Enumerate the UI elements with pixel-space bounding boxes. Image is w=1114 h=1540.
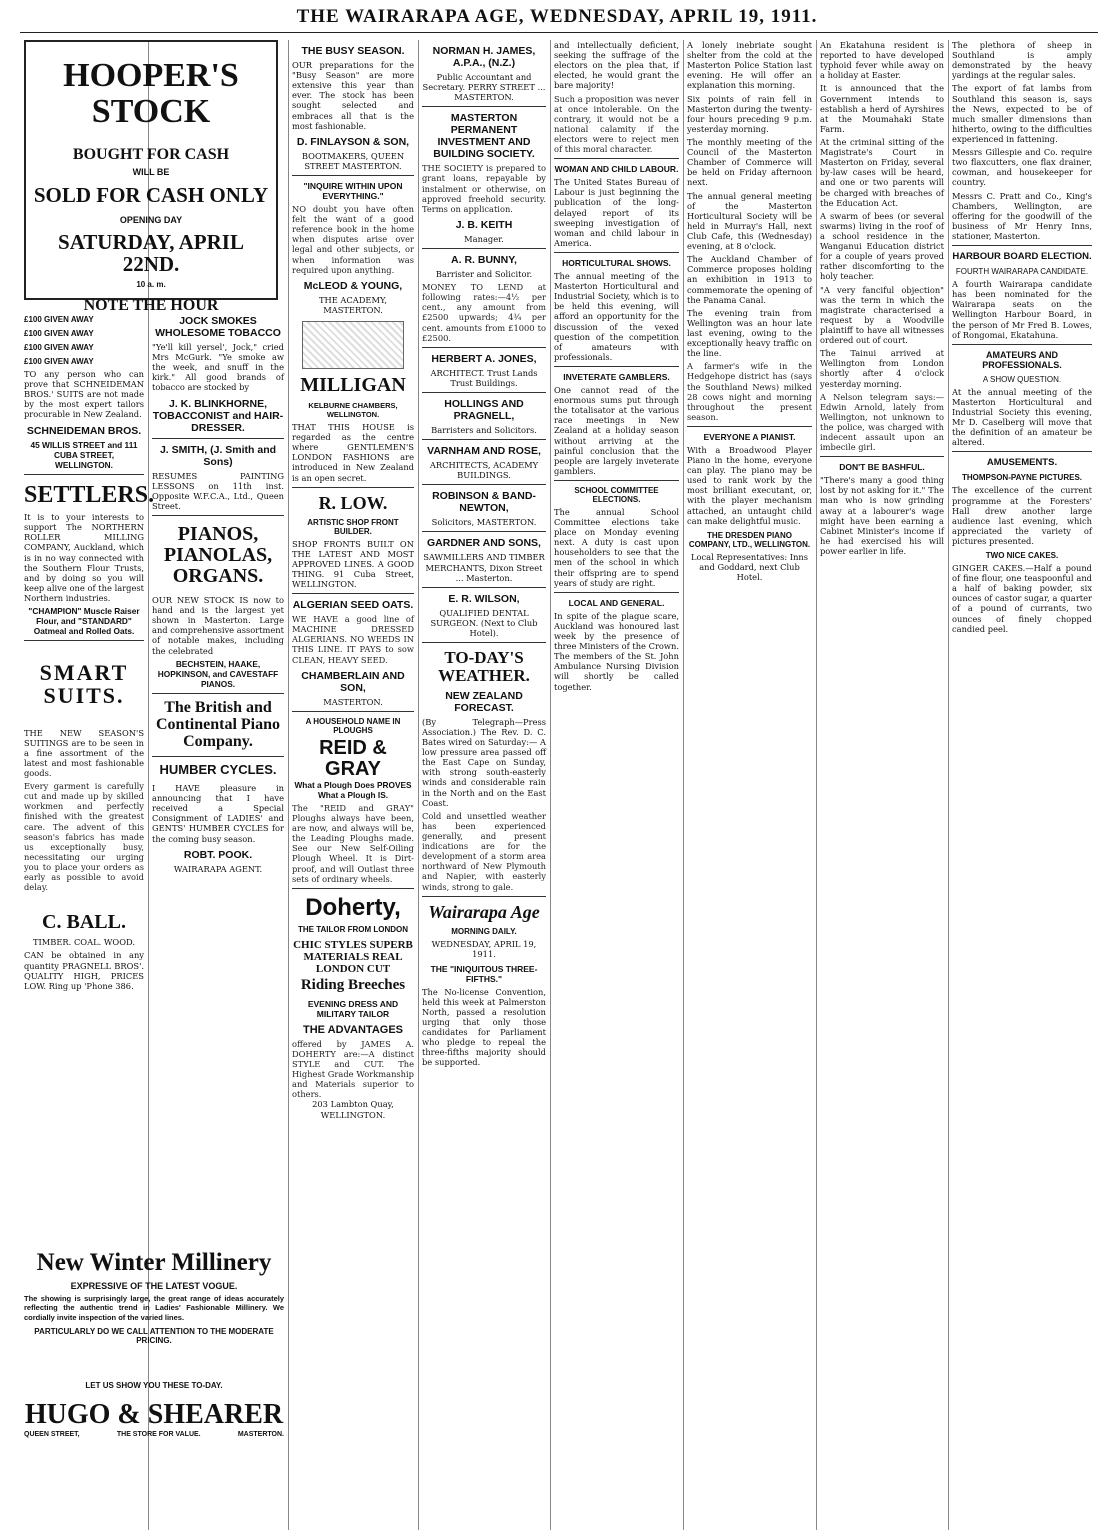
heading: A SHOW QUESTION. — [982, 374, 1062, 384]
column-rule — [948, 40, 949, 1530]
masthead: THE WAIRARAPA AGE, WEDNESDAY, APRIL 19, 1911. — [296, 6, 818, 27]
heading: GARDNER AND SONS, — [427, 537, 541, 550]
article-text: A fourth Wairarapa candidate has been nominated for the Wairarapa seats on the Wellington Harbour Board, in the person of Mr Fred B. Lowes, of Rongomai, Ekatahuna. — [952, 279, 1092, 340]
heading: £100 GIVEN AWAY — [24, 357, 94, 366]
filler-text: WE HAVE a good line of MACHINE DRESSED ALGERIANS. NO WEEDS IN THIS LINE. IT PAYS to sow CLEAN, HEAVY SEED. — [292, 614, 414, 665]
article-text: TIMBER. COAL. WOOD. — [32, 937, 136, 948]
article-text: QUALIFIED DENTAL SURGEON. (Next to Club Hotel). — [430, 607, 538, 638]
heading: LET US SHOW YOU THESE TO-DAY. — [85, 1380, 223, 1390]
heading: £100 GIVEN AWAY — [24, 343, 94, 352]
article-text: In spite of the plague scare, Auckland was honoured last week by the presence of three Ministers of the Crown. The members of the St. John Ambulance Nursing Division will shortly be called together. — [554, 610, 679, 692]
article-text: At the annual meeting of the Masterton Horticultural and Industrial Society this evening, Mr D. Caselberg will move that the definition of an amateur be altered. — [952, 386, 1092, 448]
millinery-title: New Winter Millinery — [36, 1249, 272, 1276]
smart-suits-title: SMART SUITS. — [39, 660, 129, 709]
pianos-title: PIANOS, PIANOLAS, ORGANS. — [163, 522, 273, 587]
milligan-title: MILLIGAN — [300, 373, 406, 396]
heading: THE TAILOR FROM LONDON — [297, 925, 409, 934]
column-1 — [24, 310, 155, 1240]
article-text: One cannot read of the enormous sums put through the totalisator at the various race meetings in New Zealand at a holiday season without arriving at the painful conclusion that the people are largely inveterate gamblers. — [554, 384, 679, 476]
heading: EXPRESSIVE OF THE LATEST VOGUE. — [70, 1281, 238, 1292]
heading: HERBERT A. JONES, — [431, 352, 537, 365]
filler-text: Cold and unsettled weather has been experienced generally, and present indications are for the development of a storm area northward of New Plymouth and Napier, with easterly winds, strong to gale. — [422, 810, 546, 892]
article-text: Barristers and Solicitors. — [431, 424, 537, 435]
column-3 — [292, 40, 414, 1530]
heading: E. R. WILSON, — [448, 592, 520, 605]
heading: HORTICULTURAL SHOWS. — [562, 257, 671, 268]
article-text: Public Accountant and Secretary. PERRY STREET ... MASTERTON. — [422, 72, 546, 103]
heading: NORMAN H. JAMES, A.P.A., (N.Z.) — [432, 45, 536, 69]
heading: £100 GIVEN AWAY — [24, 329, 94, 338]
article-text: The United States Bureau of Labour is just beginning the publication of the long-delayed report of its sweeping investigation of woman and child labour in America. — [554, 177, 679, 248]
article-text: SAWMILLERS AND TIMBER MERCHANTS, Dixon Street ... Masterton. — [423, 552, 545, 583]
article-text: The export of fat lambs from Southland this season is, says the News, expected to be of much smaller dimensions than hitherto, owing to the difficulties experienced in fattening. — [952, 83, 1092, 144]
column-4 — [422, 40, 546, 1530]
hugo-title: HUGO & SHEARER — [24, 1398, 284, 1430]
address: 45 WILLIS STREET and 111 CUBA STREET, WELLINGTON. — [30, 439, 138, 470]
heading: ARTISTIC SHOP FRONT BUILDER. — [307, 517, 399, 536]
article-text: Messrs C. Pratt and Co., King's Chambers, Wellington, are offering for the goodwill of the business of Mr Henry Inns, stationer, Masterton. — [952, 190, 1092, 241]
tagline: THE STORE FOR VALUE. — [116, 1431, 201, 1439]
hooper-line: OPENING DAY — [119, 214, 183, 225]
article-text: THAT THIS HOUSE is regarded as the centre where GENTLEMEN'S LONDON FASHIONS are introduced in New Zealand is an open secret. — [292, 421, 414, 483]
column-rule — [816, 40, 817, 1530]
article-text: CAN be obtained in any quantity PRAGNELL BROS'. QUALITY HIGH, PRICES LOW. Ring up 'Phone 386. — [24, 950, 144, 991]
hooper-ad — [24, 40, 278, 314]
article-text: The plethora of sheep in Southland is amply demonstrated by the heavy yardings at the regular sales. — [952, 40, 1092, 81]
hooper-line: NOTE THE HOUR — [83, 296, 219, 314]
column-5 — [554, 40, 679, 1530]
heading: VARNHAM AND ROSE, — [427, 445, 541, 458]
doherty-title: Doherty, — [305, 893, 401, 921]
article-text: ARCHITECTS, ACADEMY BUILDINGS. — [429, 460, 539, 481]
article-text: The showing is surprisingly large, the great range of ideas accurately reflecting the authentic trend in Ladies' Fashionable Millinery. We cordially invite inspection of the varied lines. — [24, 1294, 284, 1322]
filler-text: Every garment is carefully cut and made up by skilled workmen and perfectly finished with the greatest care. The advent of this season's fabrics has made us exceptionally busy, necessitating our urging you to place your orders as early as possible to avoid delay. — [24, 781, 144, 893]
heading: ALGERIAN SEED OATS. — [292, 599, 414, 612]
article-text: I HAVE pleasure in announcing that I have received a Special Consignment of LADIES' and GENTS' HUMBER CYCLES for the coming busy season. — [152, 783, 284, 844]
column-8 — [952, 40, 1092, 1530]
article-text: "There's many a good thing lost by not asking for it." The man who is now grinding away at a labourer's wage might have been earning a Cabinet Minister's income if he had exercised his will power earlier in life. — [820, 475, 944, 557]
heading: CHAMBERLAIN AND SON, — [301, 669, 405, 694]
column-6 — [687, 40, 812, 1530]
masthead-rule — [20, 32, 1098, 33]
article-text: MASTERTON. — [323, 696, 383, 707]
heading: WOMAN AND CHILD LABOUR. — [554, 164, 679, 175]
filler-text: A farmer's wife in the Hedgehope district has (says the Southland News) milked 28 cows night and morning throughout the present season. — [687, 361, 812, 422]
article-text: (By Telegraph—Press Association.) The Rev. D. C. Bates wired on Saturday:— A low pressure area passed off the East Cape on Sunday, with strong south-easterly winds and considerable rain in the North and on the East Coast. — [422, 716, 546, 808]
article-text: The Auckland Chamber of Commerce proposes holding an exhibition in 1913 to commemorate the opening of the Panama Canal. — [687, 254, 812, 305]
article-text: "Ye'll kill yersel', Jock," cried Mrs McGurk. "Ye smoke aw the week, and snuff in the kirk." All good brands of tobacco are stocked by — [152, 342, 284, 393]
hooper-line: SATURDAY, APRIL 22ND. — [58, 230, 244, 277]
article-text: Barrister and Solicitor. — [435, 268, 533, 279]
heading: INVETERATE GAMBLERS. — [563, 371, 670, 382]
heading: EVENING DRESS AND MILITARY TAILOR — [307, 998, 399, 1019]
article-text: THE NEW SEASON'S SUITINGS are to be seen in a fine assortment of the latest and most fashionable goods. — [24, 727, 144, 778]
article-text: Six points of rain fell in Masterton during the twenty-four hours preceding 9 p.m. yesterday morning. — [687, 93, 812, 134]
article-text: What a Plough Does PROVES What a Plough IS. — [294, 779, 412, 800]
column-rule — [418, 40, 419, 1530]
heading: J. SMITH, (J. Smith and Sons) — [159, 443, 277, 468]
article-text: "A very fanciful objection" was the term in which the magistrate characterised a request by a Woodville plaintiff to have all witnesses ordered out of court. — [820, 284, 944, 346]
article-text: Manager. — [464, 233, 504, 244]
heading: NEW ZEALAND FORECAST. — [445, 689, 523, 714]
column-rule — [288, 40, 289, 1530]
heading: MASTERTON PERMANENT INVESTMENT AND BUILDING SOCIETY. — [433, 112, 535, 161]
heading: J. B. KEITH — [455, 218, 513, 231]
column-rule — [550, 40, 551, 1530]
article-text: "CHAMPION" Muscle Raiser Flour, and "STANDARD" Oatmeal and Rolled Oats. — [28, 606, 140, 637]
hooper-title: HOOPER'S STOCK — [63, 57, 239, 130]
article-text: TO any person who can prove that SCHNEIDEMAN BROS.' SUITS are not made by the most expert tailors procurable in New Zealand. — [24, 369, 144, 420]
article-text: The annual general meeting of the Masterton Horticultural Society will be held in Murray's Hall, next Club Cafe, this (Wednesday) evening, at 8 o'clock. — [687, 190, 812, 252]
article-text: A lonely inebriate sought shelter from the cold at the Masterton Police Station last evening. He will offer an explanation this morning. — [687, 40, 812, 91]
heading: A. R. BUNNY, — [451, 253, 517, 266]
hooper-line: SOLD FOR CASH ONLY — [33, 182, 269, 207]
millinery-ad — [24, 1250, 284, 1535]
article-text: SHOP FRONTS BUILT ON THE LATEST AND MOST APPROVED LINES. A GOOD THING. 91 Cuba Street, WELLINGTON. — [292, 538, 414, 589]
heading: DON'T BE BASHFUL. — [839, 462, 925, 473]
article-text: BECHSTEIN, HAAKE, HOPKINSON, and CAVESTAFF PIANOS. — [157, 658, 279, 689]
article-text: With a Broadwood Player Piano in the home, everyone can play. The piano may be used to rank work by the most brilliant executant, or, with the player mechanism attached, an untaught child can make delightful music. — [687, 444, 812, 526]
heading: ROBINSON & BAND-NEWTON, — [432, 490, 536, 515]
hooper-line: WILL BE — [132, 167, 170, 178]
crest-image — [302, 321, 404, 369]
heading: HARBOUR BOARD ELECTION. — [952, 251, 1092, 263]
weather-title: TO-DAY'S WEATHER. — [438, 648, 530, 685]
article-text: RESUMES PAINTING LESSONS on 11th inst. Opposite W.F.C.A., Ltd., Queen Street. — [152, 470, 284, 511]
paper-title: Wairarapa Age — [428, 901, 540, 922]
heading: SCHNEIDEMAN BROS. — [26, 424, 142, 437]
hooper-line: BOUGHT FOR CASH — [72, 146, 230, 164]
article-text: The annual meeting of the Masterton Horticultural and Industrial Society, which is to be held this evening, will afford an opportunity for the discussion of the vexed question of the competition of amateurs with professionals. — [554, 270, 679, 362]
heading: SCHOOL COMMITTEE ELECTIONS. — [574, 485, 659, 504]
column-2 — [152, 310, 284, 1240]
article-text: BOOTMAKERS, QUEEN STREET MASTERTON. — [301, 150, 405, 171]
settlers-title: SETTLERS. — [24, 481, 155, 508]
article-text: Solicitors, MASTERTON. — [431, 517, 537, 528]
article-text: ARCHITECT. Trust Lands Trust Buildings. — [430, 367, 538, 388]
article-text: WEDNESDAY, APRIL 19, 1911. — [431, 938, 537, 959]
article-text: WAIRARAPA AGENT. — [173, 863, 263, 874]
heading: J. K. BLINKHORNE, TOBACCONIST and HAIR-DRESSER. — [152, 397, 284, 434]
article-text: GINGER CAKES.—Half a pound of fine flour, one teaspoonful and a half of baking powder, six ounces of castor sugar, a quarter of a pound of currants, two ounces of finely chopped candied peel. — [952, 563, 1092, 634]
article-text: OUR NEW STOCK IS now to hand and is the largest yet shown in Masterton. Large and comprehensive assortment of notable makes, including the celebrated — [152, 594, 284, 656]
address: MASTERTON. — [237, 1431, 284, 1439]
filler-text: Such a proposition was never at once intolerable. On the contrary, it would not be a national calamity if the electors were to reject men of this moral character. — [554, 93, 679, 155]
filler-text: A Nelson telegram says:—Edwin Arnold, lately from Wellington, not unknown to the police, was charged with indecent assault upon an imbecile girl. — [820, 391, 944, 453]
article-text: The evening train from Wellington was an hour late last evening, owing to the exceptionally heavy traffic on the line. — [687, 307, 812, 359]
filler-text: NO doubt you have often felt the want of a good reference book in the home when disputes arise over legal and other subjects, or when information was required upon anything. — [292, 203, 414, 275]
filler-text: The "REID and GRAY" Ploughs always have been, are now, and always will be, the Leading Ploughs made. See our New Self-Oiling Plough Wheel. It is Dirt-proof, and will Outlast three sets of ordinary wheels. — [292, 802, 414, 884]
heading: MORNING DAILY. — [451, 926, 517, 936]
humber-title: HUMBER CYCLES. — [159, 762, 277, 778]
address: QUEEN STREET, — [24, 1431, 80, 1439]
article-text: and intellectually deficient, seeking the suffrage of the electors on the plea that, if elected, he would grant the bare majority! — [554, 40, 679, 91]
heading: KELBURNE CHAMBERS, WELLINGTON. — [308, 400, 398, 419]
heading: "INQUIRE WITHIN UPON EVERYTHING." — [303, 180, 403, 201]
heading: HOLLINGS AND PRAGNELL, — [444, 397, 524, 422]
heading: CHIC STYLES SUPERB MATERIALS REAL LONDON CUT — [293, 939, 413, 975]
heading: A HOUSEHOLD NAME IN PLOUGHS — [305, 716, 401, 735]
article-text: The No-license Convention, held this week at Palmerston North, passed a resolution urging that only those candidates for Parliament who pledge to repeal the three-fifths majority should be supported. — [422, 986, 546, 1068]
article-text: At the criminal sitting of the Magistrate's Court in Masterton on Friday, several by-law cases will be heard, and one or two parents will be charged with breaches of the Education Act. — [820, 136, 944, 208]
heading: McLEOD & YOUNG, — [303, 279, 403, 292]
heading: THE "INIQUITOUS THREE-FIFTHS." — [430, 963, 538, 984]
heading: EVERYONE A PIANIST. — [703, 431, 796, 442]
heading: LOCAL AND GENERAL. — [568, 597, 665, 608]
article-text: It is to your interests to support The NORTHERN ROLLER MILLING COMPANY, Auckland, which is in no way connected with the Southern Flour Trusts, and by doing so you will keep alive one of the largest Northern industries. — [24, 512, 144, 603]
heading: ROBT. POOK. — [183, 848, 253, 861]
filler-text: THE SOCIETY is prepared to grant loans, repayable by instalment or otherwise, on approved freehold security. Terms on application. — [422, 163, 546, 214]
heading: JOCK SMOKES WHOLESOME TOBACCO — [155, 315, 281, 339]
heading: THE BUSY SEASON. — [301, 45, 405, 57]
filler-text: MONEY TO LEND at following rates:—4½ per cent., any amount from £2500 upwards; 4¾ per cent. amounts from £1000 to £2500. — [422, 282, 546, 343]
article-text: The excellence of the current programme at the Foresters' Hall drew another large audience last evening, which appreciated the variety of pictures presented. — [952, 485, 1092, 546]
column-rule — [683, 40, 684, 1530]
article-text: A swarm of bees (or several swarms) living in the roof of a school residence in the Wanganui Education district for a couple of years proved rather discomforting to the holy teacher. — [820, 210, 944, 282]
riding-title: Riding Breeches — [300, 977, 406, 993]
heading: THE ADVANTAGES — [302, 1023, 404, 1036]
article-text: It is announced that the Government intends to establish a herd of Ayrshires at the Moumahaki State Farm. — [820, 83, 944, 134]
british-title: The British and Continental Piano Company. — [155, 698, 280, 750]
heading: FOURTH WAIRARAPA CANDIDATE. — [955, 267, 1089, 277]
article-text: OUR preparations for the "Busy Season" are more extensive this year than ever. The stock has been sought selected and embraces all that is the most fashionable. — [292, 60, 414, 131]
reid-title: REID & GRAY — [319, 736, 387, 780]
article-text: 203 Lambton Quay, WELLINGTON. — [312, 1099, 394, 1120]
heading: PARTICULARLY DO WE CALL ATTENTION TO THE MODERATE PRICING. — [34, 1326, 274, 1345]
heading: D. FINLAYSON & SON, — [296, 135, 410, 148]
heading: AMATEURS AND PROFESSIONALS. — [982, 349, 1062, 370]
heading: THE DRESDEN PIANO COMPANY, LTD., WELLINGTON. — [688, 530, 811, 549]
heading: £100 GIVEN AWAY — [24, 315, 94, 324]
heading: AMUSEMENTS. — [986, 457, 1058, 469]
column-7 — [820, 40, 944, 1530]
article-text: Messrs Gillespie and Co. require two flaxcutters, one flax drainer, cowman, and housekeeper for country. — [952, 147, 1092, 188]
article-text: The monthly meeting of the Council of the Masterton Chamber of Commerce will be held on Friday afternoon next. — [687, 136, 812, 188]
article-text: The Tainui arrived at Wellington from London shortly after 4 o'clock yesterday morning. — [820, 348, 944, 389]
low-title: R. LOW. — [318, 492, 388, 513]
article-text: The annual School Committee elections take place on Monday evening next. A duty is cast upon householders to see that the men of the school in which their offspring are to spend years of study are right. — [554, 506, 679, 588]
cball-title: C. BALL. — [42, 911, 126, 934]
heading: TWO NICE CAKES. — [985, 551, 1059, 561]
hooper-line: 10 a. m. — [136, 280, 166, 290]
heading: THOMPSON-PAYNE PICTURES. — [961, 473, 1082, 483]
filler-text: offered by JAMES A. DOHERTY are:—A distinct STYLE and CUT. The Highest Grade Workmanship and Materials superior to others. — [292, 1038, 414, 1100]
article-text: An Ekatahuna resident is reported to have developed typhoid fever while away on a holiday at Easter. — [820, 40, 944, 81]
article-text: THE ACADEMY, MASTERTON. — [318, 294, 388, 315]
article-text: Local Representatives: Inns and Goddard, next Club Hotel. — [690, 551, 809, 583]
